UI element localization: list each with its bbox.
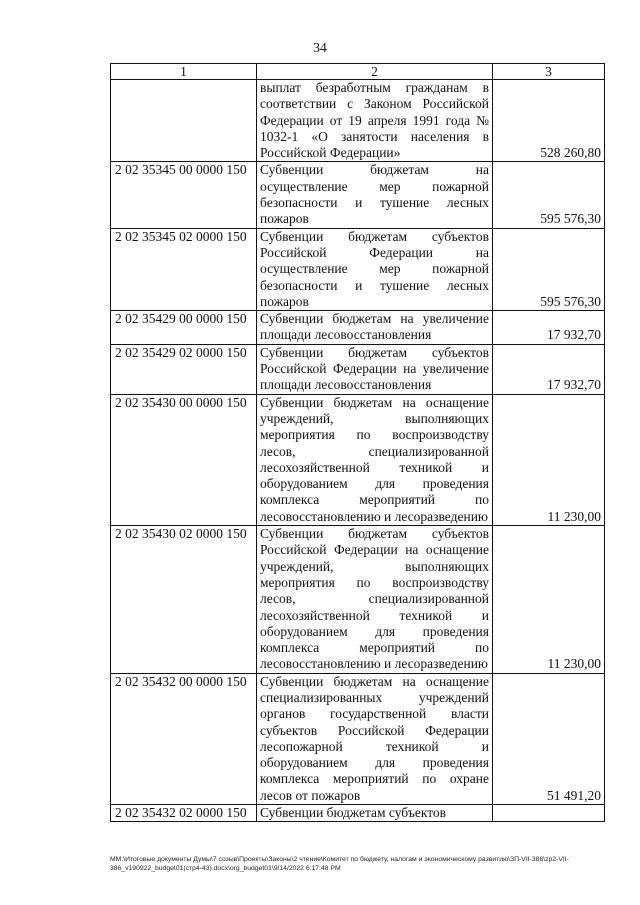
row-code: 2 02 35345 02 0000 150 [111, 228, 257, 310]
row-description: Субвенции бюджетам субъектов Российской Федерации на увеличение площади лесовосстановления [257, 344, 493, 394]
row-amount: 595 576,30 [493, 162, 605, 228]
row-code: 2 02 35430 02 0000 150 [111, 526, 257, 674]
page-number: 34 [313, 40, 327, 55]
row-description: Субвенции бюджетам субъектов Российской Федерации на осуществление мер пожарной безопасности и тушение лесных пожаров [257, 228, 493, 310]
row-description: Субвенции бюджетам на оснащение специализированных учреждений органов государственной власти субъектов Российской Федерации лесопожарной техникой и оборудованием для проведения комплекса мероприятий по охране лесов от пожаров [257, 673, 493, 804]
row-amount: 528 260,80 [493, 80, 605, 162]
table-header-row [111, 64, 605, 80]
table-row [111, 80, 605, 162]
table-row [111, 394, 605, 525]
row-amount: 11 230,00 [493, 526, 605, 674]
row-amount: 17 932,70 [493, 344, 605, 394]
table-row [111, 526, 605, 674]
row-description: Субвенции бюджетам субъектов [257, 805, 493, 822]
row-code: 2 02 35345 00 0000 150 [111, 162, 257, 228]
footer-path-line-1: ММ:\Итоговые документы Думы\7 созыв\Проекты\Законы\2 чтение\Комитет по бюджету, налогам и экономическому развитию\ЗП-VII-386\zp2-VII- [110, 856, 569, 863]
row-amount: 17 932,70 [493, 311, 605, 345]
budget-table-body [111, 64, 605, 822]
table-row [111, 311, 605, 345]
row-code: 2 02 35430 00 0000 150 [111, 394, 257, 525]
table-row [111, 805, 605, 822]
footer-path-line-2: 386_v190922_budget01(стр4-43).docx\org_budget01\9/14/2022 6:17:48 PM [110, 865, 341, 872]
row-amount [493, 805, 605, 822]
table-row [111, 344, 605, 394]
row-code: 2 02 35432 02 0000 150 [111, 805, 257, 822]
table-row [111, 162, 605, 228]
column-header-3: 3 [493, 64, 605, 80]
budget-table [110, 63, 605, 822]
row-description: Субвенции бюджетам на осуществление мер пожарной безопасности и тушение лесных пожаров [257, 162, 493, 228]
row-amount: 11 230,00 [493, 394, 605, 525]
row-amount: 595 576,30 [493, 228, 605, 310]
row-description: Субвенции бюджетам на увеличение площади лесовосстановления [257, 311, 493, 345]
table-row [111, 228, 605, 310]
column-header-1: 1 [111, 64, 257, 80]
row-code [111, 80, 257, 162]
row-description: Субвенции бюджетам субъектов Российской Федерации на оснащение учреждений, выполняющих мероприятия по воспроизводству лесов, специализированной лесохозяйственной техникой и оборудованием для проведения комплекса мероприятий по лесовосстановлению и лесоразведению [257, 526, 493, 674]
table-row [111, 673, 605, 804]
column-header-2: 2 [257, 64, 493, 80]
row-description: выплат безработным гражданам в соответствии с Законом Российской Федерации от 19 апреля 1991 года № 1032-1 «О занятости населения в Российской Федерации» [257, 80, 493, 162]
row-description: Субвенции бюджетам на оснащение учреждений, выполняющих мероприятия по воспроизводству лесов, специализированной лесохозяйственной техникой и оборудованием для проведения комплекса мероприятий по лесовосстановлению и лесоразведению [257, 394, 493, 525]
row-code: 2 02 35429 00 0000 150 [111, 311, 257, 345]
row-amount: 51 491,20 [493, 673, 605, 804]
document-footer [110, 855, 620, 873]
row-code: 2 02 35429 02 0000 150 [111, 344, 257, 394]
row-code: 2 02 35432 00 0000 150 [111, 673, 257, 804]
